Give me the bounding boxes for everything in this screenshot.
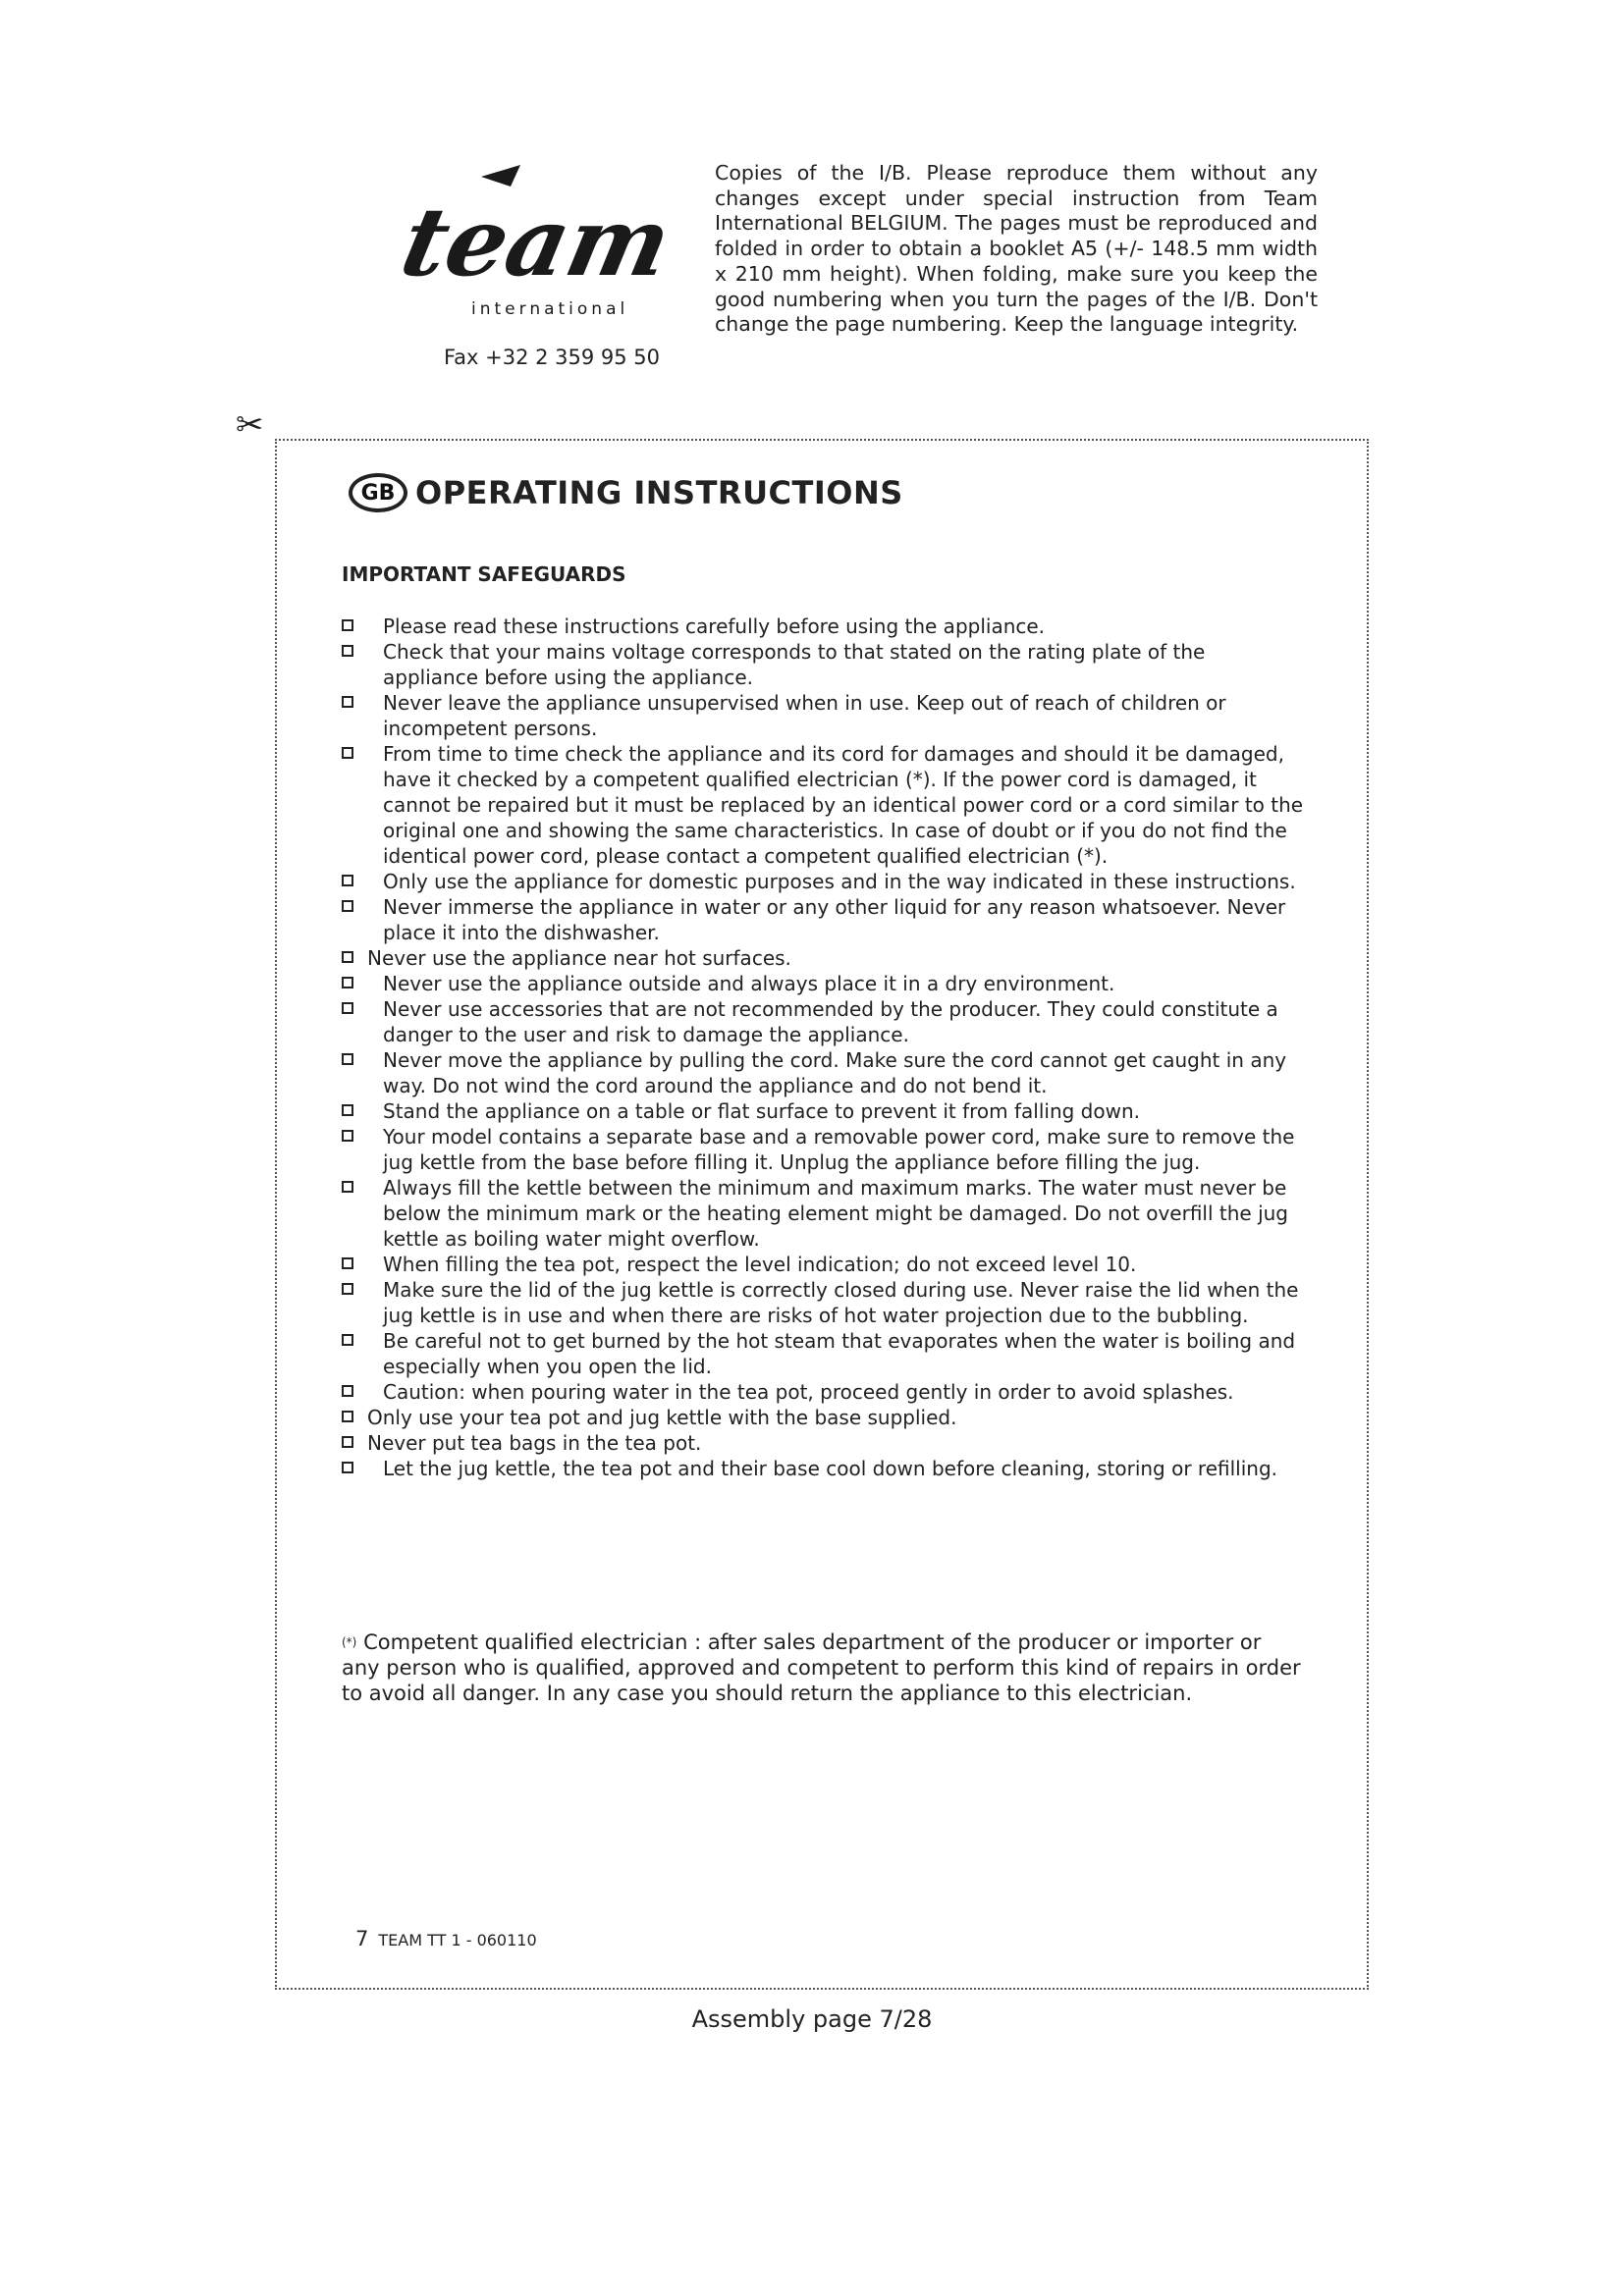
list-item: Be careful not to get burned by the hot steam that evaporates when the water is boiling and especially when you open the lid. [342, 1328, 1304, 1379]
checkbox-bullet-icon [342, 1411, 353, 1422]
title-text: OPERATING INSTRUCTIONS [415, 474, 903, 511]
list-item: Never move the appliance by pulling the cord. Make sure the cord cannot get caught in any way. Do not wind the cord around the appliance and do not bend it. [342, 1047, 1304, 1098]
checkbox-bullet-icon [342, 1104, 353, 1116]
list-item: Your model contains a separate base and a removable power cord, make sure to remove the jug kettle from the base before filling it. Unplug the appliance before filling the jug. [342, 1124, 1304, 1175]
logo-accent-shape [481, 165, 520, 187]
checkbox-bullet-icon [342, 1257, 353, 1269]
list-item: Only use your tea pot and jug kettle with the base supplied. [342, 1405, 1304, 1430]
model-code: TEAM TT 1 - 060110 [378, 1931, 537, 1949]
section-title: IMPORTANT SAFEGUARDS [342, 562, 626, 586]
logo-subtitle: international [471, 299, 629, 319]
list-item: Make sure the lid of the jug kettle is correctly closed during use. Never raise the lid when the jug kettle is in use and when there are risks of hot water projection due to the bubbling. [342, 1277, 1304, 1328]
checkbox-bullet-icon [342, 900, 353, 912]
checkbox-bullet-icon [342, 875, 353, 886]
list-item: Never use the appliance near hot surfaces. [342, 945, 1304, 971]
list-item: Let the jug kettle, the tea pot and their base cool down before cleaning, storing or refilling. [342, 1456, 1304, 1481]
checkbox-bullet-icon [342, 645, 353, 657]
list-item: Always fill the kettle between the minimum and maximum marks. The water must never be below the minimum mark or the heating element might be damaged. Do not overfill the jug kettle as boiling water might overflow. [342, 1175, 1304, 1252]
checkbox-bullet-icon [342, 977, 353, 988]
checkbox-bullet-icon [342, 1385, 353, 1397]
checkbox-bullet-icon [342, 1462, 353, 1473]
list-item: Never use accessories that are not recommended by the producer. They could constitute a danger to the user and risk to damage the appliance. [342, 996, 1304, 1047]
checkbox-bullet-icon [342, 1283, 353, 1295]
list-item: Check that your mains voltage corresponds to that stated on the rating plate of the appliance before using the appliance. [342, 639, 1304, 690]
list-item: Only use the appliance for domestic purposes and in the way indicated in these instructions. [342, 869, 1304, 894]
list-item: Never immerse the appliance in water or any other liquid for any reason whatsoever. Never place it into the dishwasher. [342, 894, 1304, 945]
checkbox-bullet-icon [342, 1130, 353, 1142]
checkbox-bullet-icon [342, 696, 353, 708]
scissors-icon: ✂ [236, 405, 264, 445]
gb-language-badge: GB [349, 473, 407, 512]
assembly-page-label: Assembly page 7/28 [691, 2005, 933, 2033]
list-item: When filling the tea pot, respect the level indication; do not exceed level 10. [342, 1252, 1304, 1277]
list-item: Never use the appliance outside and always place it in a dry environment. [342, 971, 1304, 996]
team-international-logo [392, 157, 680, 329]
page-number: 7 [355, 1927, 369, 1950]
footnote [342, 1629, 1304, 1706]
checkbox-bullet-icon [342, 951, 353, 963]
checkbox-bullet-icon [342, 1436, 353, 1448]
list-item: Caution: when pouring water in the tea pot, proceed gently in order to avoid splashes. [342, 1379, 1304, 1405]
footnote-text: Competent qualified electrician : after sales department of the producer or importer or any person who is qualified, approved and competent to perform this kind of repairs in order to avoid all danger. In any case you should return the appliance to this electrician. [342, 1630, 1301, 1705]
checkbox-bullet-icon [342, 747, 353, 759]
checkbox-bullet-icon [342, 1053, 353, 1065]
checkbox-bullet-icon [342, 1181, 353, 1193]
list-item: From time to time check the appliance and its cord for damages and should it be damaged, have it checked by a competent qualified electrician (*). If the power cord is damaged, it cannot be repaired but it must be replaced by an identical power cord or a cord similar to the original one and showing the same characteristics. In case of doubt or if you do not find the identical power cord, please contact a competent qualified electrician (*). [342, 741, 1304, 869]
checkbox-bullet-icon [342, 1002, 353, 1014]
checkbox-bullet-icon [342, 1334, 353, 1346]
reproduction-note: Copies of the I/B. Please reproduce them without any changes except under special instruction from Team International BELGIUM. The pages must be reproduced and folded in order to obtain a booklet A5 (+/- 148.5 mm width x 210 mm height). When folding, make sure you keep the good numbering when you turn the pages of the I/B. Don't change the page numbering. Keep the language integrity. [715, 161, 1318, 337]
checkbox-bullet-icon [342, 619, 353, 631]
page-footer [355, 1927, 537, 1950]
fax-number: Fax +32 2 359 95 50 [444, 346, 661, 369]
page-title [349, 468, 903, 517]
list-item: Never leave the appliance unsupervised when in use. Keep out of reach of children or incompetent persons. [342, 690, 1304, 741]
list-item: Stand the appliance on a table or flat surface to prevent it from falling down. [342, 1098, 1304, 1124]
footnote-mark: (*) [342, 1635, 357, 1649]
logo-wordmark: team [392, 187, 680, 297]
safeguards-list [342, 614, 1304, 1481]
list-item: Never put tea bags in the tea pot. [342, 1430, 1304, 1456]
list-item: Please read these instructions carefully before using the appliance. [342, 614, 1304, 639]
